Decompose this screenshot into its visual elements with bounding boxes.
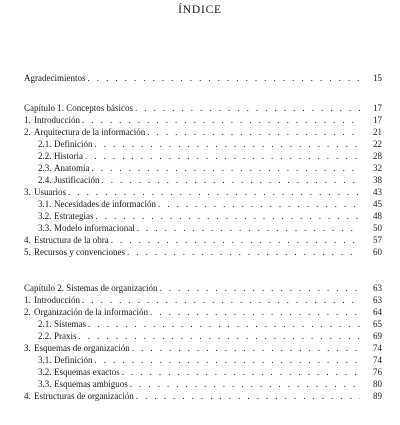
toc-page-number: 32 <box>373 163 382 173</box>
toc-entry[interactable] <box>24 210 382 222</box>
toc-entry[interactable] <box>24 186 382 198</box>
toc-entry-number: 2. <box>24 127 31 137</box>
toc-entry[interactable] <box>24 174 382 186</box>
toc-page-number: 17 <box>373 115 382 125</box>
toc-entry[interactable] <box>24 150 382 162</box>
leader-dots <box>96 210 361 222</box>
toc-entry-label: Recursos y convenciones <box>34 247 125 257</box>
toc-entry-label: Estructura de la obra <box>34 235 109 245</box>
chapter-heading[interactable] <box>24 282 382 294</box>
toc-entry-label: Esquemas ambiguos <box>54 379 128 389</box>
toc-entry-number: 4. <box>24 235 31 245</box>
toc-entry-label: Usuarios <box>34 187 66 197</box>
leader-dots <box>136 390 360 402</box>
leader-dots <box>82 114 360 126</box>
toc-entry-label: Definición <box>54 355 93 365</box>
toc-entry[interactable] <box>24 222 382 234</box>
toc-chapter-1 <box>24 102 382 258</box>
toc-entry-label: Estructuras de organización <box>34 391 134 401</box>
toc-page-number: 65 <box>373 319 382 329</box>
leader-dots <box>130 378 360 390</box>
toc-page-number: 48 <box>373 211 382 221</box>
toc-entry[interactable] <box>24 138 382 150</box>
leader-dots <box>147 126 360 138</box>
toc-page-number: 21 <box>373 127 382 137</box>
toc-page-number: 76 <box>373 367 382 377</box>
toc-entry-label: Necesidades de información <box>54 199 156 209</box>
leader-dots <box>87 72 360 84</box>
toc-page-number: 74 <box>373 355 382 365</box>
toc-entry-label: Justificación <box>54 175 100 185</box>
leader-dots <box>82 294 360 306</box>
toc-entry-number: 2.4. <box>38 175 52 185</box>
toc-entry-number: 3.1. <box>38 355 52 365</box>
toc-page-number: 15 <box>373 73 382 83</box>
toc-entry[interactable] <box>24 198 382 210</box>
toc-entry-label: Esquemas exactos <box>54 367 120 377</box>
toc-page-number: 63 <box>373 295 382 305</box>
toc-entry-number: 3.3. <box>38 223 52 233</box>
toc-entry[interactable] <box>24 342 382 354</box>
toc-entry-number: 3. <box>24 187 31 197</box>
toc-entry-number: 3. <box>24 343 31 353</box>
toc-page-number: 74 <box>373 343 382 353</box>
leader-dots <box>122 366 360 378</box>
toc-entry-number: 3.3. <box>38 379 52 389</box>
toc-entry-number: 2. <box>24 307 31 317</box>
toc-chapter-2 <box>24 282 382 402</box>
toc-page-number: 69 <box>373 331 382 341</box>
toc-page-number: 63 <box>373 283 382 293</box>
toc-page-number: 80 <box>373 379 382 389</box>
toc-entry-label: Modelo informacional <box>54 223 135 233</box>
toc-entry-number: 1. <box>24 115 31 125</box>
leader-dots <box>137 222 360 234</box>
toc-entry[interactable] <box>24 390 382 402</box>
toc-entry-number: 2.3. <box>38 163 52 173</box>
toc-entry-number: 4. <box>24 391 31 401</box>
toc-entry-number: 2.1. <box>38 139 52 149</box>
toc-entry-label: Sistemas <box>54 319 87 329</box>
toc-entry-label: Esquemas de organización <box>34 343 130 353</box>
toc-entry-label: Historia <box>54 151 83 161</box>
toc-entry-label: Definición <box>54 139 93 149</box>
toc-entry[interactable] <box>24 330 382 342</box>
toc-entry-number: 2.1. <box>38 319 52 329</box>
toc-entry[interactable] <box>24 294 382 306</box>
leader-dots <box>95 354 361 366</box>
toc-page-number: 60 <box>373 247 382 257</box>
toc-page-number: 22 <box>373 139 382 149</box>
leader-dots <box>85 150 360 162</box>
leader-dots <box>111 234 360 246</box>
leader-dots <box>150 306 360 318</box>
toc-entry-number: 3.2. <box>38 367 52 377</box>
toc-entry-number: 1. <box>24 295 31 305</box>
toc-entry-label: Organización de la información <box>34 307 149 317</box>
toc-entry-number: 2.2. <box>38 331 52 341</box>
toc-page-number: 45 <box>373 199 382 209</box>
toc-entry-number: 3.1. <box>38 199 52 209</box>
leader-dots <box>79 330 361 342</box>
toc-page-number: 57 <box>373 235 382 245</box>
leader-dots <box>102 174 361 186</box>
leader-dots <box>158 198 360 210</box>
toc-entry-agradecimientos[interactable] <box>24 72 382 84</box>
toc-page-number: 89 <box>373 391 382 401</box>
toc-entry[interactable] <box>24 366 382 378</box>
toc-entry-label: Estrategias <box>54 211 94 221</box>
leader-dots <box>92 162 361 174</box>
leader-dots <box>132 342 360 354</box>
toc-front <box>24 72 382 84</box>
toc-entry-label: Introducción <box>34 115 80 125</box>
leader-dots <box>88 318 360 330</box>
toc-entry-label: Arquitectura de la información <box>34 127 146 137</box>
leader-dots <box>135 102 360 114</box>
toc-entry[interactable] <box>24 318 382 330</box>
toc-entry[interactable] <box>24 306 382 318</box>
toc-entry[interactable] <box>24 114 382 126</box>
toc-page-number: 28 <box>373 151 382 161</box>
toc-entry[interactable] <box>24 234 382 246</box>
chapter-heading[interactable] <box>24 102 382 114</box>
leader-dots <box>95 138 361 150</box>
toc-page-number: 64 <box>373 307 382 317</box>
toc-entry-label: Agradecimientos <box>24 73 86 83</box>
toc-entry-number: 2.2. <box>38 151 52 161</box>
leader-dots <box>160 282 360 294</box>
toc-entry[interactable] <box>24 246 382 258</box>
toc-entry[interactable] <box>24 378 382 390</box>
leader-dots <box>127 246 360 258</box>
chapter-title: Capítulo 2. Sistemas de organización <box>24 283 158 293</box>
toc-entry-number: 3.2. <box>38 211 52 221</box>
toc-entry[interactable] <box>24 354 382 366</box>
toc-entry-label: Introducción <box>34 295 80 305</box>
toc-page-number: 43 <box>373 187 382 197</box>
page-title: ÍNDICE <box>178 4 222 16</box>
toc-entry[interactable] <box>24 126 382 138</box>
leader-dots <box>68 186 360 198</box>
toc-page-number: 50 <box>373 223 382 233</box>
toc-entry[interactable] <box>24 162 382 174</box>
toc-entry-number: 5. <box>24 247 31 257</box>
toc-entry-label: Praxis <box>54 331 77 341</box>
toc-page-number: 38 <box>373 175 382 185</box>
toc-page-number: 17 <box>373 103 382 113</box>
chapter-title: Capítulo 1. Conceptos básicos <box>24 103 133 113</box>
toc-entry-label: Anatomía <box>54 163 90 173</box>
